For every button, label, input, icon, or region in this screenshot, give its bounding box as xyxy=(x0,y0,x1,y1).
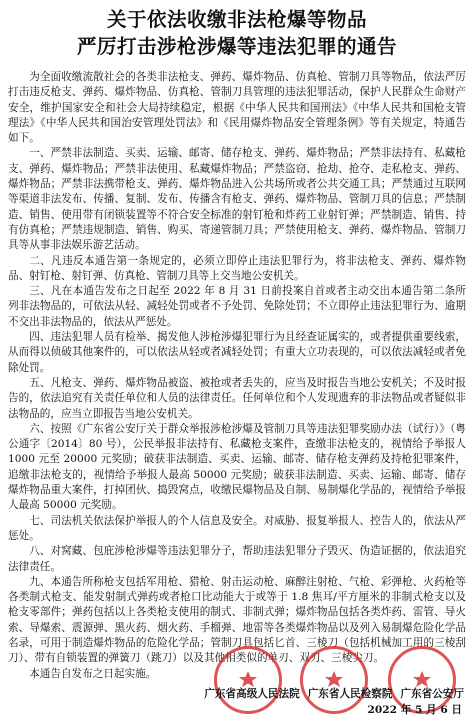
paragraph-3: 三、凡在本通告发布之日起至 2022 年 8 月 31 日前投案自首或者主动交出本通告第二条所列非法物品的，可依法从轻、减轻处罚或者不予处罚、免除处罚；不立即停止违法犯罪行为、逾期不交出非法物品的，依法从严惩处。 xyxy=(8,285,466,328)
court-seal xyxy=(214,646,282,714)
issuer-court: 广东省高级人民法院 xyxy=(204,688,300,700)
paragraph-2: 二、凡违反本通告第一条规定的，必须立即停止违法犯罪行为，将非法枪支、弹药、爆炸物品、射钉枪、射钉弹、仿真枪、管制刀具等上交当地公安机关。 xyxy=(8,254,466,282)
issuer-procuratorate: 广东省人民检察院 xyxy=(307,688,393,700)
issuer-public-security: 广东省公安厅 xyxy=(400,688,464,700)
paragraph-effective: 本通告自发布之日起实施。 xyxy=(29,667,157,680)
paragraph-5: 五、凡枪支、弹药、爆炸物品被盗、被抢或者丢失的，应当及时报告当地公安机关；不及时报告的，依法追究有关责任单位和人员的法律责任。任何单位和个人发现遗弃的非法物品或者疑似非法物品的，应当立即报告当地公安机关。 xyxy=(8,376,466,420)
title-line-2: 严厉打击涉枪涉爆等违法犯罪的通告 xyxy=(76,35,397,58)
paragraph-6: 六、按照《广东省公安厅关于群众举报涉枪涉爆及管制刀具等违法犯罪奖励办法（试行）》（粤公通字〔2014〕80 号），公民举报非法持有、私藏枪支案件，查缴非法枪支的，视情给予举报人 1000 元至 20000 元奖励；破获非法制造、买卖、运输、邮寄、储存枪支弹药及持枪犯罪案件，追缴非法枪支的，视情给予举报人最高 50000 元奖励；破获非法制造、买卖、运输、邮寄、储存爆炸物品重大案件，打掉团伙、捣毁窝点，收缴民爆物品及自制、易制爆化学品的，视情给予举报人最高 50000 元奖励。 xyxy=(8,422,466,512)
paragraph-1: 一、严禁非法制造、买卖、运输、邮寄、储存枪支、弹药、爆炸物品；严禁非法持有、私藏枪支、弹药、爆炸物品；严禁非法使用、私藏爆炸物品；严禁盗窃、抢劫、抢夺、走私枪支、弹药、爆炸物品；严禁非法携带枪支、弹药、爆炸物品进入公共场所或者公共交通工具；严禁通过互联网等渠道非法发布、传播、复制、发布、传播含有枪支、弹药、爆炸物品、管制刀具的信息；严禁制造、销售、使用带有闭锁装置等不符合安全标准的射钉枪和炸药工业射钉弹；严禁制造、销售、持有仿真枪；严禁违规制造、销售、购买、寄递管制刀具；严禁使用枪支、弹药、爆炸物品、管制刀具等从事非法娱乐游艺活动。 xyxy=(8,147,466,252)
paragraph-9: 九、本通告所称枪支包括军用枪、猎枪、射击运动枪、麻醉注射枪、气枪、彩弹枪、火药枪等各类制式枪支、能发射制式弹药或者枪口比动能大于或等于 1.8 焦耳/平方厘米的非制式枪支以及枪支零部件；弹药包括以上各类枪支使用的制式、非制式弹；爆炸物品包括各类炸药、雷管、导火索、导爆索、震源弹、黑火药、烟火药、手榴弹、地雷等各类爆炸物品以及列入易制爆危险化学品名录，可用于制造爆炸物品的危险化学品；管制刀具包括匕首、三棱刀（包括机械加工用的三棱刮刀）、带有自锁装置的弹簧刀（跳刀）以及其他相类似的单刃、双刃、三棱尖刀。 xyxy=(8,575,466,665)
procuratorate-seal xyxy=(300,646,368,714)
issue-date: 2022 年 5 月 6 日 xyxy=(367,704,462,716)
signature-block xyxy=(0,646,474,726)
issuer-list xyxy=(204,686,464,701)
paragraph-8: 八、对窝藏、包庇涉枪涉爆等违法犯罪分子，帮助违法犯罪分子毁灭、伪造证据的，依法追究法律责任。 xyxy=(8,545,466,573)
title-line-1: 关于依法收缴非法枪爆等物品 xyxy=(106,8,367,31)
paragraph-4: 四、违法犯罪人员有检举、揭发他人涉枪涉爆犯罪行为且经查证属实的，或者提供重要线索，从而得以侦破其他案件的，可以依法从轻或者减轻处罚；有重大立功表现的，可以依法减轻或者免除处罚。 xyxy=(8,331,466,374)
notice-title xyxy=(8,6,466,60)
paragraph-7: 七、司法机关依法保护举报人的个人信息及安全。对威胁、报复举报人、控告人的，依法从严惩处。 xyxy=(8,514,466,542)
paragraph-intro: 为全面收缴流散社会的各类非法枪支、弹药、爆炸物品、仿真枪、管制刀具等物品，依法严厉打击违反枪支、弹药、爆炸物品、仿真枪、管制刀具管理的违法犯罪活动，保护人民群众生命财产安全，维护国家安全和社会大局持续稳定，根据《中华人民共和国刑法》《中华人民共和国枪支管理法》《中华人民共和国治安管理处罚法》和《民用爆炸物品安全管理条例》等有关规定，特通告如下。 xyxy=(8,71,466,145)
notice-body xyxy=(8,70,466,682)
